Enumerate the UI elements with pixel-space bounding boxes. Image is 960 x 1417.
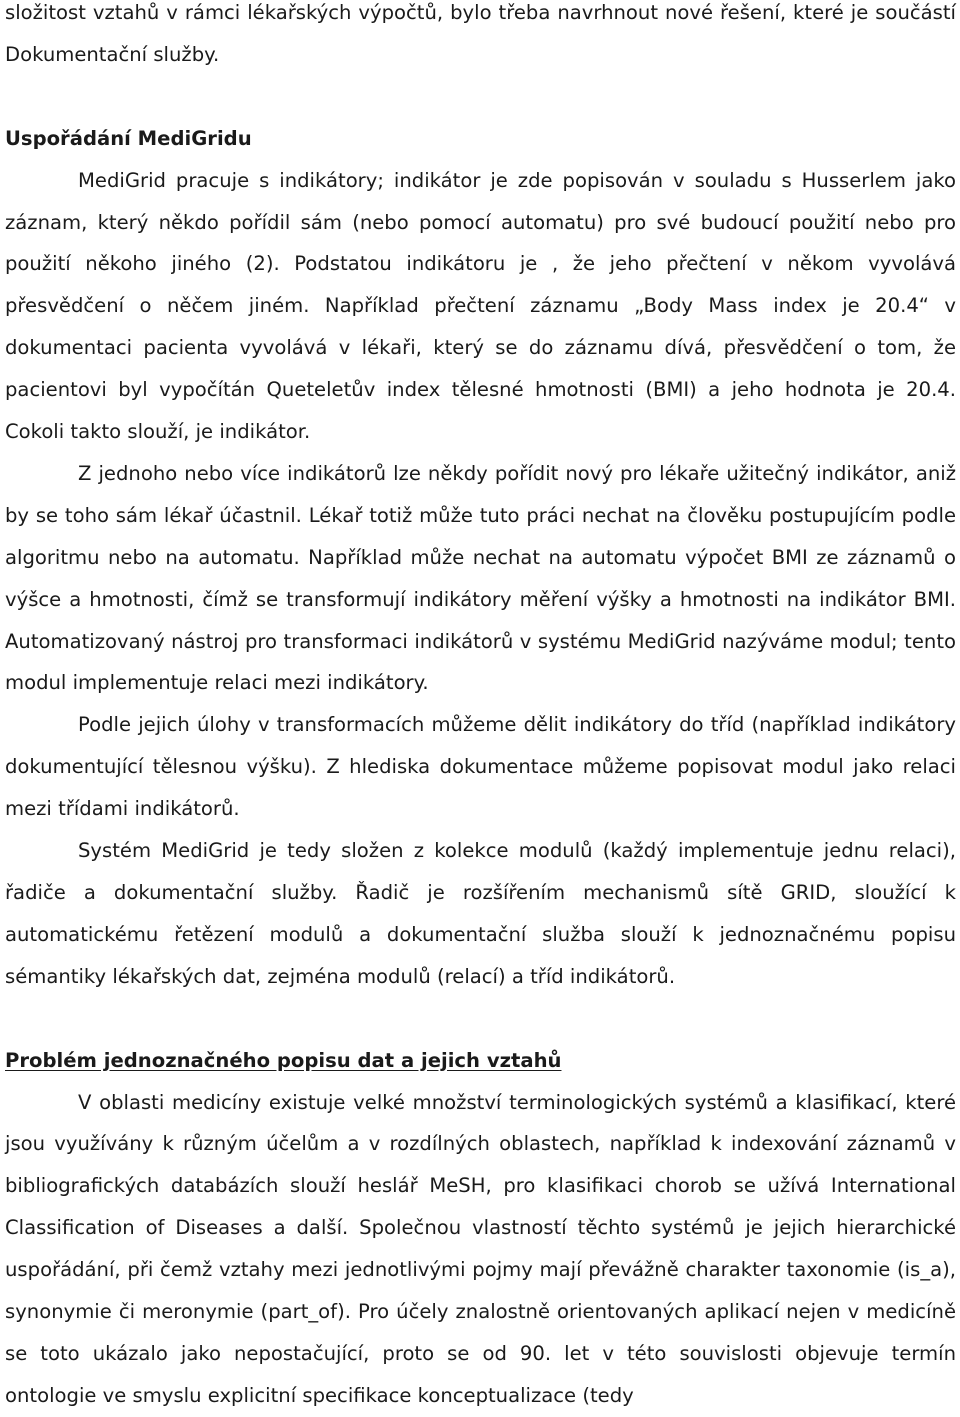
paragraph-classes: Podle jejich úlohy v transformacích můžeme dělit indikátory do tříd (například indikátory dokumentující tělesnou výšku). Z hlediska dokumentace můžeme popisovat modul jako relaci mezi třídami indikátorů. [5,713,956,821]
spacer [5,76,956,118]
section-heading-medigrid: Uspořádání MediGridu [5,126,252,150]
document-page [5,0,956,1417]
paragraph-intro: složitost vztahů v rámci lékařských výpočtů, bylo třeba navrhnout nové řešení, které je součástí Dokumentační služby. [5,1,956,66]
paragraph-terminology: V oblasti medicíny existuje velké množství terminologických systémů a klasifikací, které jsou využívány k různým účelům a v rozdílných oblastech, například k indexování záznamů v bibliografických databázích slouží heslář MeSH, pro klasifikaci chorob se užívá International Classification of Diseases a další. Společnou vlastností těchto systémů je jejich hierarchické uspořádání, při čemž vztahy mezi jednotlivými pojmy mají převážně charakter taxonomie (is_a), synonymie či meronymie (part_of). Pro účely znalostně orientovaných aplikací nejen v medicíně se toto ukázalo jako nepostačující, proto se od 90. let v této souvislosti objevuje termín ontologie ve smyslu explicitní specifikace konceptualizace (tedy [5,1090,956,1407]
paragraph-system: Systém MediGrid je tedy složen z kolekce modulů (každý implementuje jednu relaci), řadiče a dokumentační služby. Řadič je rozšířením mechanismů sítě GRID, sloužící k automatickému řetězení modulů a dokumentační služba slouží k jednoznačnému popisu sémantiky lékařských dat, zejména modulů (relací) a tříd indikátorů. [5,839,956,988]
spacer [5,998,956,1040]
section-heading-problem: Problém jednoznačného popisu dat a jejich vztahů [5,1048,562,1072]
paragraph-indicators: MediGrid pracuje s indikátory; indikátor je zde popisován v souladu s Husserlem jako záznam, který někdo pořídil sám (nebo pomocí automatu) pro své budoucí použití nebo pro použití někoho jiného (2). Podstatou indikátoru je , že jeho přečtení v někom vyvolává přesvědčení o něčem jiném. Například přečtení záznamu „Body Mass index je 20.4“ v dokumentaci pacienta vyvolává v lékaři, který se do záznamu dívá, přesvědčení o tom, že pacientovi byl vypočítán Queteletův index tělesné hmotnosti (BMI) a jeho hodnota je 20.4. Cokoli takto slouží, je indikátor. [5,168,956,444]
paragraph-modules: Z jednoho nebo více indikátorů lze někdy pořídit nový pro lékaře užitečný indikátor, aniž by se toho sám lékař účastnil. Lékař totiž může tuto práci nechat na člověku postupujícím podle algoritmu nebo na automatu. Například může nechat na automatu výpočet BMI ze záznamů o výšce a hmotnosti, čímž se transformují indikátory měření výšky a hmotnosti na indikátor BMI. Automatizovaný nástroj pro transformaci indikátorů v systému MediGrid nazýváme modul; tento modul implementuje relaci mezi indikátory. [5,461,956,695]
